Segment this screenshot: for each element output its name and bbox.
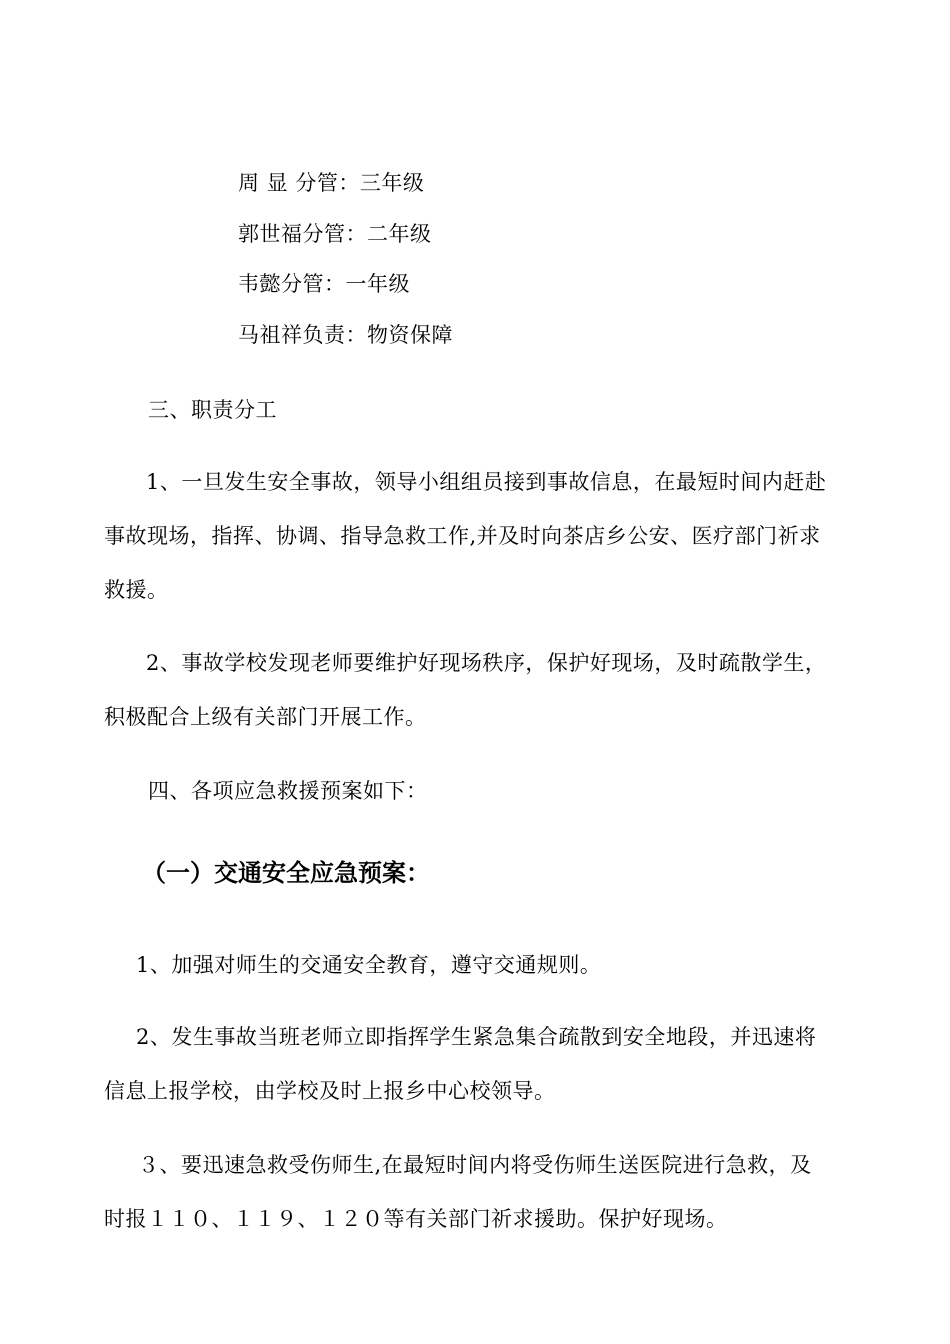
traffic-item-2-line-2: 信息上报学校，由学校及时上报乡中心校领导。 [104,1079,556,1103]
duties-paragraph-2-line-1: 2、事故学校发现老师要维护好现场秩序，保护好现场，及时疏散学生， [146,651,827,675]
member-line-zhou: 周 显 分管：三年级 [238,171,425,195]
member-line-wei: 韦懿分管：一年级 [238,272,410,296]
member-line-ma: 马祖祥负责：物资保障 [238,323,453,347]
duties-paragraph-1-line-3: 救援。 [104,578,169,602]
member-line-guo: 郭世福分管：二年级 [238,222,432,246]
duties-paragraph-1-line-1: 1、一旦发生安全事故，领导小组组员接到事故信息，在最短时间内赶赴 [146,470,827,494]
traffic-item-1: 1、加强对师生的交通安全教育，遵守交通规则。 [136,953,602,977]
traffic-item-3-line-1: ３、要迅速急救受伤师生,在最短时间内将受伤师生送医院进行急救，及 [138,1153,812,1177]
traffic-item-3-line-2: 时报１１０、１１９、１２０等有关部门祈求援助。保护好现场。 [104,1207,728,1231]
duties-paragraph-2-line-2: 积极配合上级有关部门开展工作。 [104,705,427,729]
traffic-plan-heading: （一）交通安全应急预案： [142,859,430,887]
section-heading-duties: 三、职责分工 [148,398,277,422]
traffic-item-2-line-1: 2、发生事故当班老师立即指挥学生紧急集合疏散到安全地段，并迅速将 [136,1025,817,1049]
section-heading-plans: 四、各项应急救援预案如下： [148,779,428,803]
duties-paragraph-1-line-2: 事故现场，指挥、协调、指导急救工作,并及时向茶店乡公安、医疗部门祈求 [104,524,821,548]
